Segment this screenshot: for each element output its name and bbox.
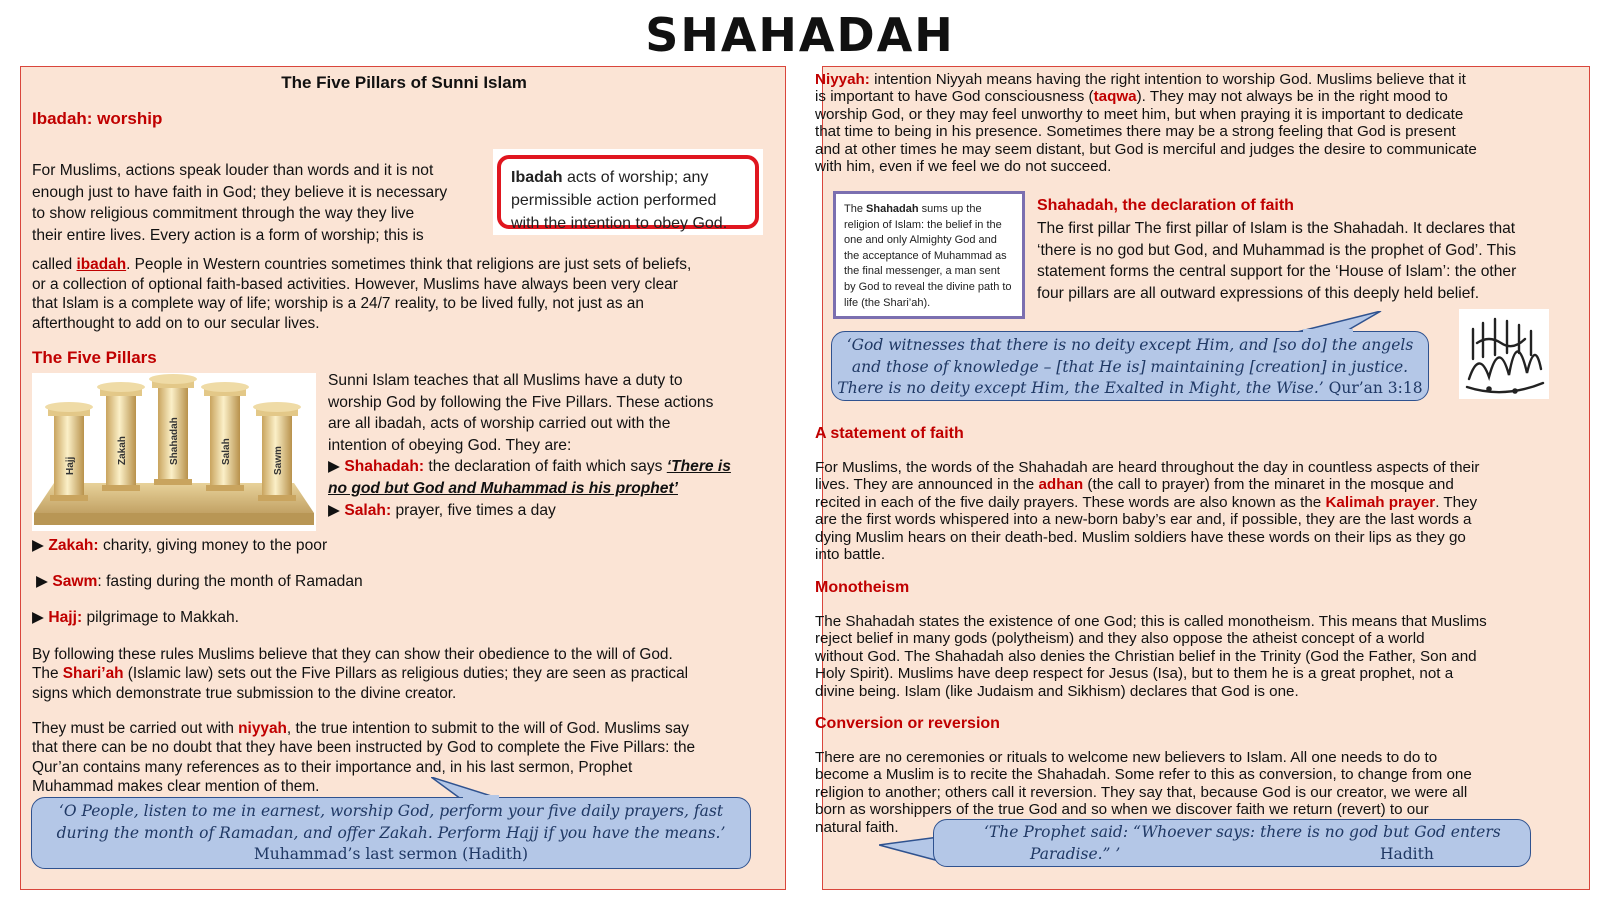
conversion-heading: Conversion or reversion xyxy=(815,715,1000,732)
text-line: or a collection of optional faith-based activities. However, Muslims have always been very clear xyxy=(32,275,678,293)
text-line: afterthought to add on to our secular lives. xyxy=(32,314,320,332)
text-span: called xyxy=(32,256,77,273)
text-line: dying Muslim hears on their death-bed. Muslim soldiers have these words on their lips as they go xyxy=(815,528,1466,546)
niyyah-term: niyyah xyxy=(238,720,287,737)
niyyah-intro xyxy=(815,71,1555,175)
text-line: that time to being in his presence. Sometimes there may be a strong feeling that God is present xyxy=(815,123,1456,141)
definition-term: Shahadah xyxy=(866,203,919,215)
text-span: the declaration of faith which says xyxy=(424,458,667,476)
text-line: are the first words whispered into a new-born baby’s ear and, if possible, they are the last words a xyxy=(815,511,1472,529)
text-line: For Muslims, the words of the Shahadah are heard throughout the day in countless aspects of their xyxy=(815,459,1480,476)
text-span: recited in each of the five daily prayers. These words are also known as the xyxy=(815,493,1326,511)
quote-line: and those of knowledge – [that He is] maintaining [creation] in justice. xyxy=(851,357,1409,376)
bullet-icon: ▶ xyxy=(328,501,340,519)
bullet-shahadah xyxy=(328,456,768,478)
text-line xyxy=(815,476,1560,493)
text-line: born as worshippers of the true God and so when we discover faith we return (revert) to our xyxy=(815,801,1429,819)
pillars-intro xyxy=(328,370,768,521)
left-panel xyxy=(20,66,786,890)
text-line: ‘there is no god but God, and Muhammad is the prophet of God’. This xyxy=(1037,241,1517,259)
shahadah-calligraphy-icon xyxy=(1459,309,1549,399)
text-line: There are no ceremonies or rituals to welcome new believers to Islam. All one needs to do to xyxy=(815,749,1438,766)
text-span: , the true intention to submit to the will of God. Muslims say xyxy=(286,720,689,737)
bullet-zakah xyxy=(32,535,327,557)
text-line xyxy=(815,88,1555,105)
text-line: without God. The Shahadah also denies the Christian belief in the Trinity (God the Father, Son and xyxy=(815,647,1477,665)
text-span: There is no deity except Him, the Exalted in Might, the Wise.’ xyxy=(837,379,1324,397)
follow-paragraph xyxy=(32,645,777,703)
text-line: natural faith. xyxy=(815,818,899,836)
text-span: The xyxy=(844,203,867,215)
five-pillars-illustration xyxy=(32,373,316,531)
quote-line xyxy=(934,844,1530,866)
pillar-term: Sawm xyxy=(52,573,98,590)
bullet-hajj xyxy=(32,607,239,629)
page-title: SHAHADAH xyxy=(645,8,955,62)
quote-line: ‘God witnesses that there is no deity except Him, and [so do] the angels xyxy=(846,336,1414,354)
bullet-icon: ▶ xyxy=(32,537,44,554)
text-line: that there can be no doubt that they have been instructed by God to complete the Five Pillars: the xyxy=(32,739,696,757)
text-span: . People in Western countries sometimes think that religions are just sets of beliefs, xyxy=(126,256,692,273)
bullet-icon: ▶ xyxy=(328,458,340,476)
text-line: to show religious commitment through the way they live xyxy=(32,205,415,223)
ibadah-heading: Ibadah: worship xyxy=(32,109,163,128)
text-span: charity, giving money to the poor xyxy=(98,537,328,554)
declaration-heading: Shahadah, the declaration of faith xyxy=(1037,197,1294,214)
statement-heading: A statement of faith xyxy=(815,425,964,442)
text-line: worship God, or they may feel unworthy to meet him, but when praying it is important to dedicate xyxy=(815,105,1464,123)
shahadah-quote: no god but God and Muhammad is his prophet’ xyxy=(328,479,678,497)
text-line: Qur’an contains many references as to their importance and, in his last sermon, Prophet xyxy=(32,758,633,776)
text-line xyxy=(815,71,1555,88)
text-line: into battle. xyxy=(815,546,886,564)
niyyah-paragraph xyxy=(32,719,777,797)
shariah-term: Shari’ah xyxy=(62,665,124,683)
text-span: is important to have God consciousness ( xyxy=(815,88,1094,106)
tail-join xyxy=(463,795,499,799)
text-span: ). They may not always be in the right mood to xyxy=(1136,88,1448,106)
quran-quote-bubble xyxy=(831,331,1429,401)
five-pillars-heading: The Five Pillars xyxy=(32,348,157,367)
quote-source: Muhammad’s last sermon (Hadith) xyxy=(253,845,529,863)
text-line: The first pillar The first pillar of Islam is the Shahadah. It declares that xyxy=(1037,220,1516,237)
pillar-term: Shahadah: xyxy=(344,458,425,476)
definition-term: Ibadah xyxy=(511,169,563,186)
quote-line: ‘The Prophet said: “Whoever says: there is no god but God enters xyxy=(984,823,1501,841)
text-line: Muhammad makes clear mention of them. xyxy=(32,778,320,796)
text-span: (Islamic law) sets out the Five Pillars as religious duties; they are seen as practical xyxy=(123,665,689,683)
text-line: their entire lives. Every action is a form of worship; this is xyxy=(32,226,424,244)
right-panel xyxy=(815,66,1590,890)
sermon-quote-bubble xyxy=(31,797,751,869)
pillar-term: Hajj: xyxy=(48,609,83,626)
text-line: signs which demonstrate true submission to the divine creator. xyxy=(32,684,457,702)
text-line xyxy=(32,719,777,738)
text-line: with him, even if we feel we do not succeed. xyxy=(815,158,1112,176)
text-line xyxy=(328,478,768,500)
quote-source: Hadith xyxy=(1380,844,1434,863)
pillar-label: Hajj xyxy=(65,456,76,475)
shahadah-definition-box xyxy=(833,191,1025,319)
quote-line: ‘O People, listen to me in earnest, worship God, perform your five daily prayers, fast xyxy=(58,802,724,820)
text-span: (the call to prayer) from the minaret in the mosque and xyxy=(1083,476,1454,494)
text-line: statement forms the central support for the ‘House of Islam’: the other xyxy=(1037,263,1517,281)
pillar-label: Shahadah xyxy=(169,417,180,465)
bullet-salah xyxy=(328,500,768,522)
text-span: They must be carried out with xyxy=(32,720,239,737)
declaration-paragraph xyxy=(1037,218,1567,304)
taqwa-term: taqwa xyxy=(1093,88,1137,106)
pillar-term: Zakah: xyxy=(48,537,99,554)
monotheism-paragraph xyxy=(815,613,1560,700)
text-line: divine being. Islam (like Judaism and Sikhism) declares that God is one. xyxy=(815,682,1299,700)
text-line xyxy=(32,255,772,275)
text-span: . They xyxy=(1435,493,1478,511)
pillar-label: Zakah xyxy=(117,436,128,465)
text-span: Paradise.” ’ xyxy=(1030,844,1121,863)
definition-text: sums up the religion of Islam: the belief in the one and only Almighty God and the acceptance of Muhammad as the final messenger, a man sent by God to reveal the divine path to life (the Shari’ah). xyxy=(844,203,1012,309)
text-line: worship God by following the Five Pillars. These actions xyxy=(328,393,714,411)
text-span: The xyxy=(32,665,63,683)
text-line: that Islam is a complete way of life; worship is a 24/7 reality, to be lived fully, not just as an xyxy=(32,295,644,313)
tail-join xyxy=(1303,329,1353,333)
text-line: four pillars are all outward expressions of this deeply held belief. xyxy=(1037,284,1480,302)
panel-heading: The Five Pillars of Sunni Islam xyxy=(281,73,527,92)
text-line: and at other times he may seem distant, but God is merciful and judges the desire to communicate xyxy=(815,140,1477,158)
text-line: The Shahadah states the existence of one God; this is called monotheism. This means that Muslims xyxy=(815,613,1487,630)
ibadah-intro xyxy=(32,160,482,246)
quote-line xyxy=(832,378,1428,400)
ibadah-continuation xyxy=(32,255,772,333)
text-line: Holy Spirit). Muslims have deep respect for Jesus (Isa), but to them he is a great prophet, not a xyxy=(815,665,1454,683)
pillar-label: Salah xyxy=(221,438,232,465)
text-line: By following these rules Muslims believe that they can show their obedience to the will of God. xyxy=(32,646,673,663)
text-line: reject belief in many gods (polytheism) and they also oppose the atheist concept of a world xyxy=(815,630,1425,648)
text-line: intention of obeying God. They are: xyxy=(328,436,572,454)
shahadah-quote: ‘There is xyxy=(666,458,731,476)
text-line: become a Muslim is to recite the Shahadah. Some refer to this as conversion, to change from one xyxy=(815,766,1472,784)
ibadah-definition-card xyxy=(493,149,763,235)
text-line: are all ibadah, acts of worship carried out with the xyxy=(328,415,671,433)
text-span: : fasting during the month of Ramadan xyxy=(97,573,363,590)
statement-paragraph xyxy=(815,459,1560,563)
kalimah-term: Kalimah prayer xyxy=(1325,493,1436,511)
niyyah-label: Niyyah: xyxy=(815,71,870,88)
text-span: intention Niyyah means having the right intention to worship God. Muslims believe that it xyxy=(869,71,1466,88)
hadith-quote-bubble xyxy=(933,819,1531,867)
text-line: Sunni Islam teaches that all Muslims have a duty to xyxy=(328,372,683,389)
pillar-term: Salah: xyxy=(344,501,392,519)
text-line: enough just to have faith in God; they believe it is necessary xyxy=(32,183,448,201)
quote-source: Qur’an 3:18 xyxy=(1323,379,1423,397)
pillar-label: Sawm xyxy=(273,446,284,475)
ibadah-term: ibadah xyxy=(76,256,127,273)
bullet-icon: ▶ xyxy=(36,573,48,590)
text-span: lives. They are announced in the xyxy=(815,476,1039,494)
text-line: religion to another; others call it reversion. They say that, because God is our creator, we were all xyxy=(815,783,1468,801)
bullet-icon: ▶ xyxy=(32,609,44,626)
adhan-term: adhan xyxy=(1038,476,1084,494)
monotheism-heading: Monotheism xyxy=(815,579,910,596)
text-line: For Muslims, actions speak louder than words and it is not xyxy=(32,162,434,179)
text-line xyxy=(32,664,777,683)
bullet-sawm xyxy=(36,571,363,593)
text-span: pilgrimage to Makkah. xyxy=(82,609,240,626)
text-span: prayer, five times a day xyxy=(391,501,556,519)
text-line xyxy=(815,494,1560,511)
quote-line: during the month of Ramadan, and offer Zakah. Perform Hajj if you have the means.’ xyxy=(56,823,726,842)
definition-text: acts of worship; any permissible action performed with the intention to obey God. xyxy=(511,169,728,232)
